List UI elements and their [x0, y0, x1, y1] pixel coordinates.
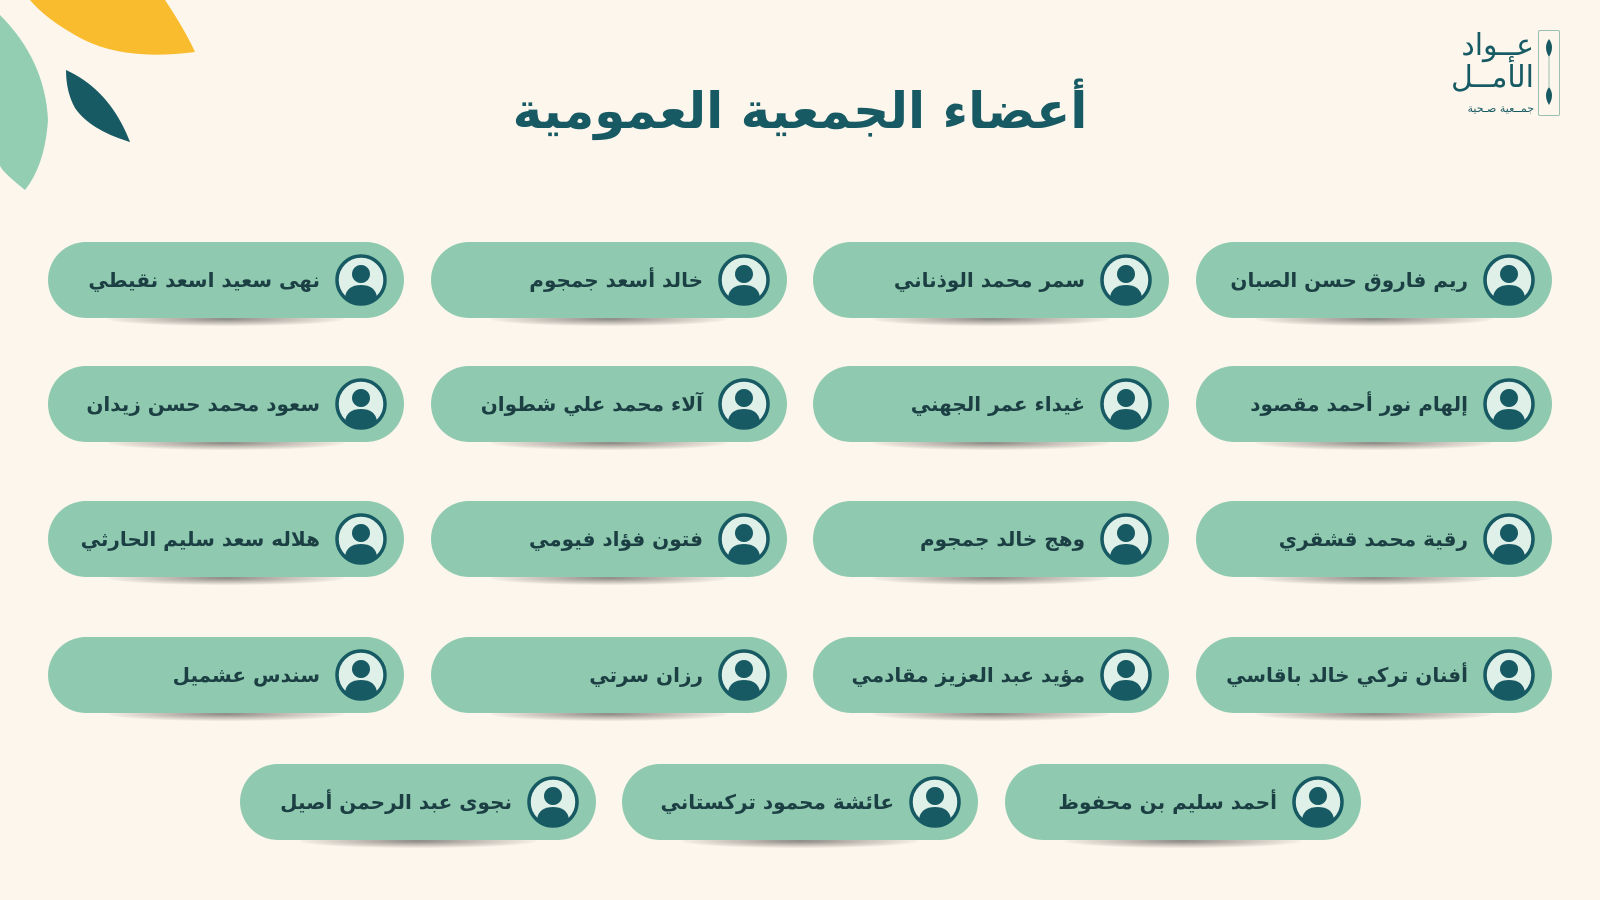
member-pill	[1196, 366, 1552, 442]
member-card	[813, 501, 1169, 577]
member-card	[48, 501, 404, 577]
member-name: آلاء محمد علي شطوان	[480, 392, 703, 416]
logo-line-1: عــواد	[1461, 28, 1534, 63]
member-pill	[1196, 637, 1552, 713]
member-pill	[1005, 764, 1361, 840]
member-pill	[431, 242, 787, 318]
member-name: رقية محمد قشقري	[1278, 527, 1468, 551]
member-pill	[813, 501, 1169, 577]
member-card	[813, 637, 1169, 713]
member-card	[431, 501, 787, 577]
user-avatar-icon	[1099, 512, 1153, 566]
user-avatar-icon	[1482, 253, 1536, 307]
member-card	[48, 242, 404, 318]
member-name: مؤيد عبد العزيز مقادمي	[851, 663, 1085, 687]
user-avatar-icon	[1482, 377, 1536, 431]
member-name: نهى سعيد اسعد نقيطي	[88, 268, 320, 292]
member-card	[813, 366, 1169, 442]
member-name: وهج خالد جمجوم	[919, 527, 1085, 551]
member-pill	[240, 764, 596, 840]
member-card	[1196, 501, 1552, 577]
user-avatar-icon	[717, 648, 771, 702]
member-pill	[48, 501, 404, 577]
member-name: هلاله سعد سليم الحارثي	[80, 527, 320, 551]
member-card	[48, 366, 404, 442]
member-pill	[431, 366, 787, 442]
user-avatar-icon	[1482, 512, 1536, 566]
member-pill	[622, 764, 978, 840]
user-avatar-icon	[526, 775, 580, 829]
member-pill	[48, 637, 404, 713]
user-avatar-icon	[1099, 648, 1153, 702]
member-pill	[48, 242, 404, 318]
member-card	[1196, 366, 1552, 442]
member-name: نجوى عبد الرحمن أصيل	[280, 790, 512, 814]
member-card	[1005, 764, 1361, 840]
member-card	[813, 242, 1169, 318]
member-name: سندس عشميل	[172, 663, 320, 687]
member-card	[431, 242, 787, 318]
user-avatar-icon	[717, 377, 771, 431]
member-name: سمر محمد الوذناني	[893, 268, 1085, 292]
member-name: رزان سرتي	[589, 663, 703, 687]
member-pill	[813, 242, 1169, 318]
member-name: أحمد سليم بن محفوظ	[1058, 790, 1277, 814]
user-avatar-icon	[908, 775, 962, 829]
member-pill	[1196, 242, 1552, 318]
member-pill	[431, 501, 787, 577]
member-name: عائشة محمود تركستاني	[660, 790, 894, 814]
user-avatar-icon	[334, 648, 388, 702]
member-card	[1196, 637, 1552, 713]
member-card	[431, 637, 787, 713]
member-pill	[48, 366, 404, 442]
member-pill	[813, 637, 1169, 713]
member-name: أفنان تركي خالد باقاسي	[1226, 663, 1468, 687]
user-avatar-icon	[334, 253, 388, 307]
member-card	[48, 637, 404, 713]
member-card	[431, 366, 787, 442]
user-avatar-icon	[334, 512, 388, 566]
member-name: خالد أسعد جمجوم	[529, 268, 703, 292]
page-title: أعضاء الجمعية العمومية	[512, 82, 1088, 140]
logo-line-2: الأمــل	[1451, 60, 1534, 95]
member-name: إلهام نور أحمد مقصود	[1250, 392, 1468, 416]
member-pill	[813, 366, 1169, 442]
member-name: ريم فاروق حسن الصبان	[1230, 268, 1468, 292]
member-card	[240, 764, 596, 840]
user-avatar-icon	[717, 253, 771, 307]
user-avatar-icon	[1099, 377, 1153, 431]
user-avatar-icon	[1099, 253, 1153, 307]
member-name: غيداء عمر الجهني	[910, 392, 1085, 416]
user-avatar-icon	[1482, 648, 1536, 702]
member-pill	[431, 637, 787, 713]
member-pill	[1196, 501, 1552, 577]
logo-line-3: جمــعية صـحية	[1467, 102, 1534, 115]
user-avatar-icon	[1291, 775, 1345, 829]
member-card	[1196, 242, 1552, 318]
member-card	[622, 764, 978, 840]
member-name: فتون فؤاد فيومي	[529, 527, 703, 551]
member-name: سعود محمد حسن زيدان	[86, 392, 320, 416]
user-avatar-icon	[334, 377, 388, 431]
user-avatar-icon	[717, 512, 771, 566]
